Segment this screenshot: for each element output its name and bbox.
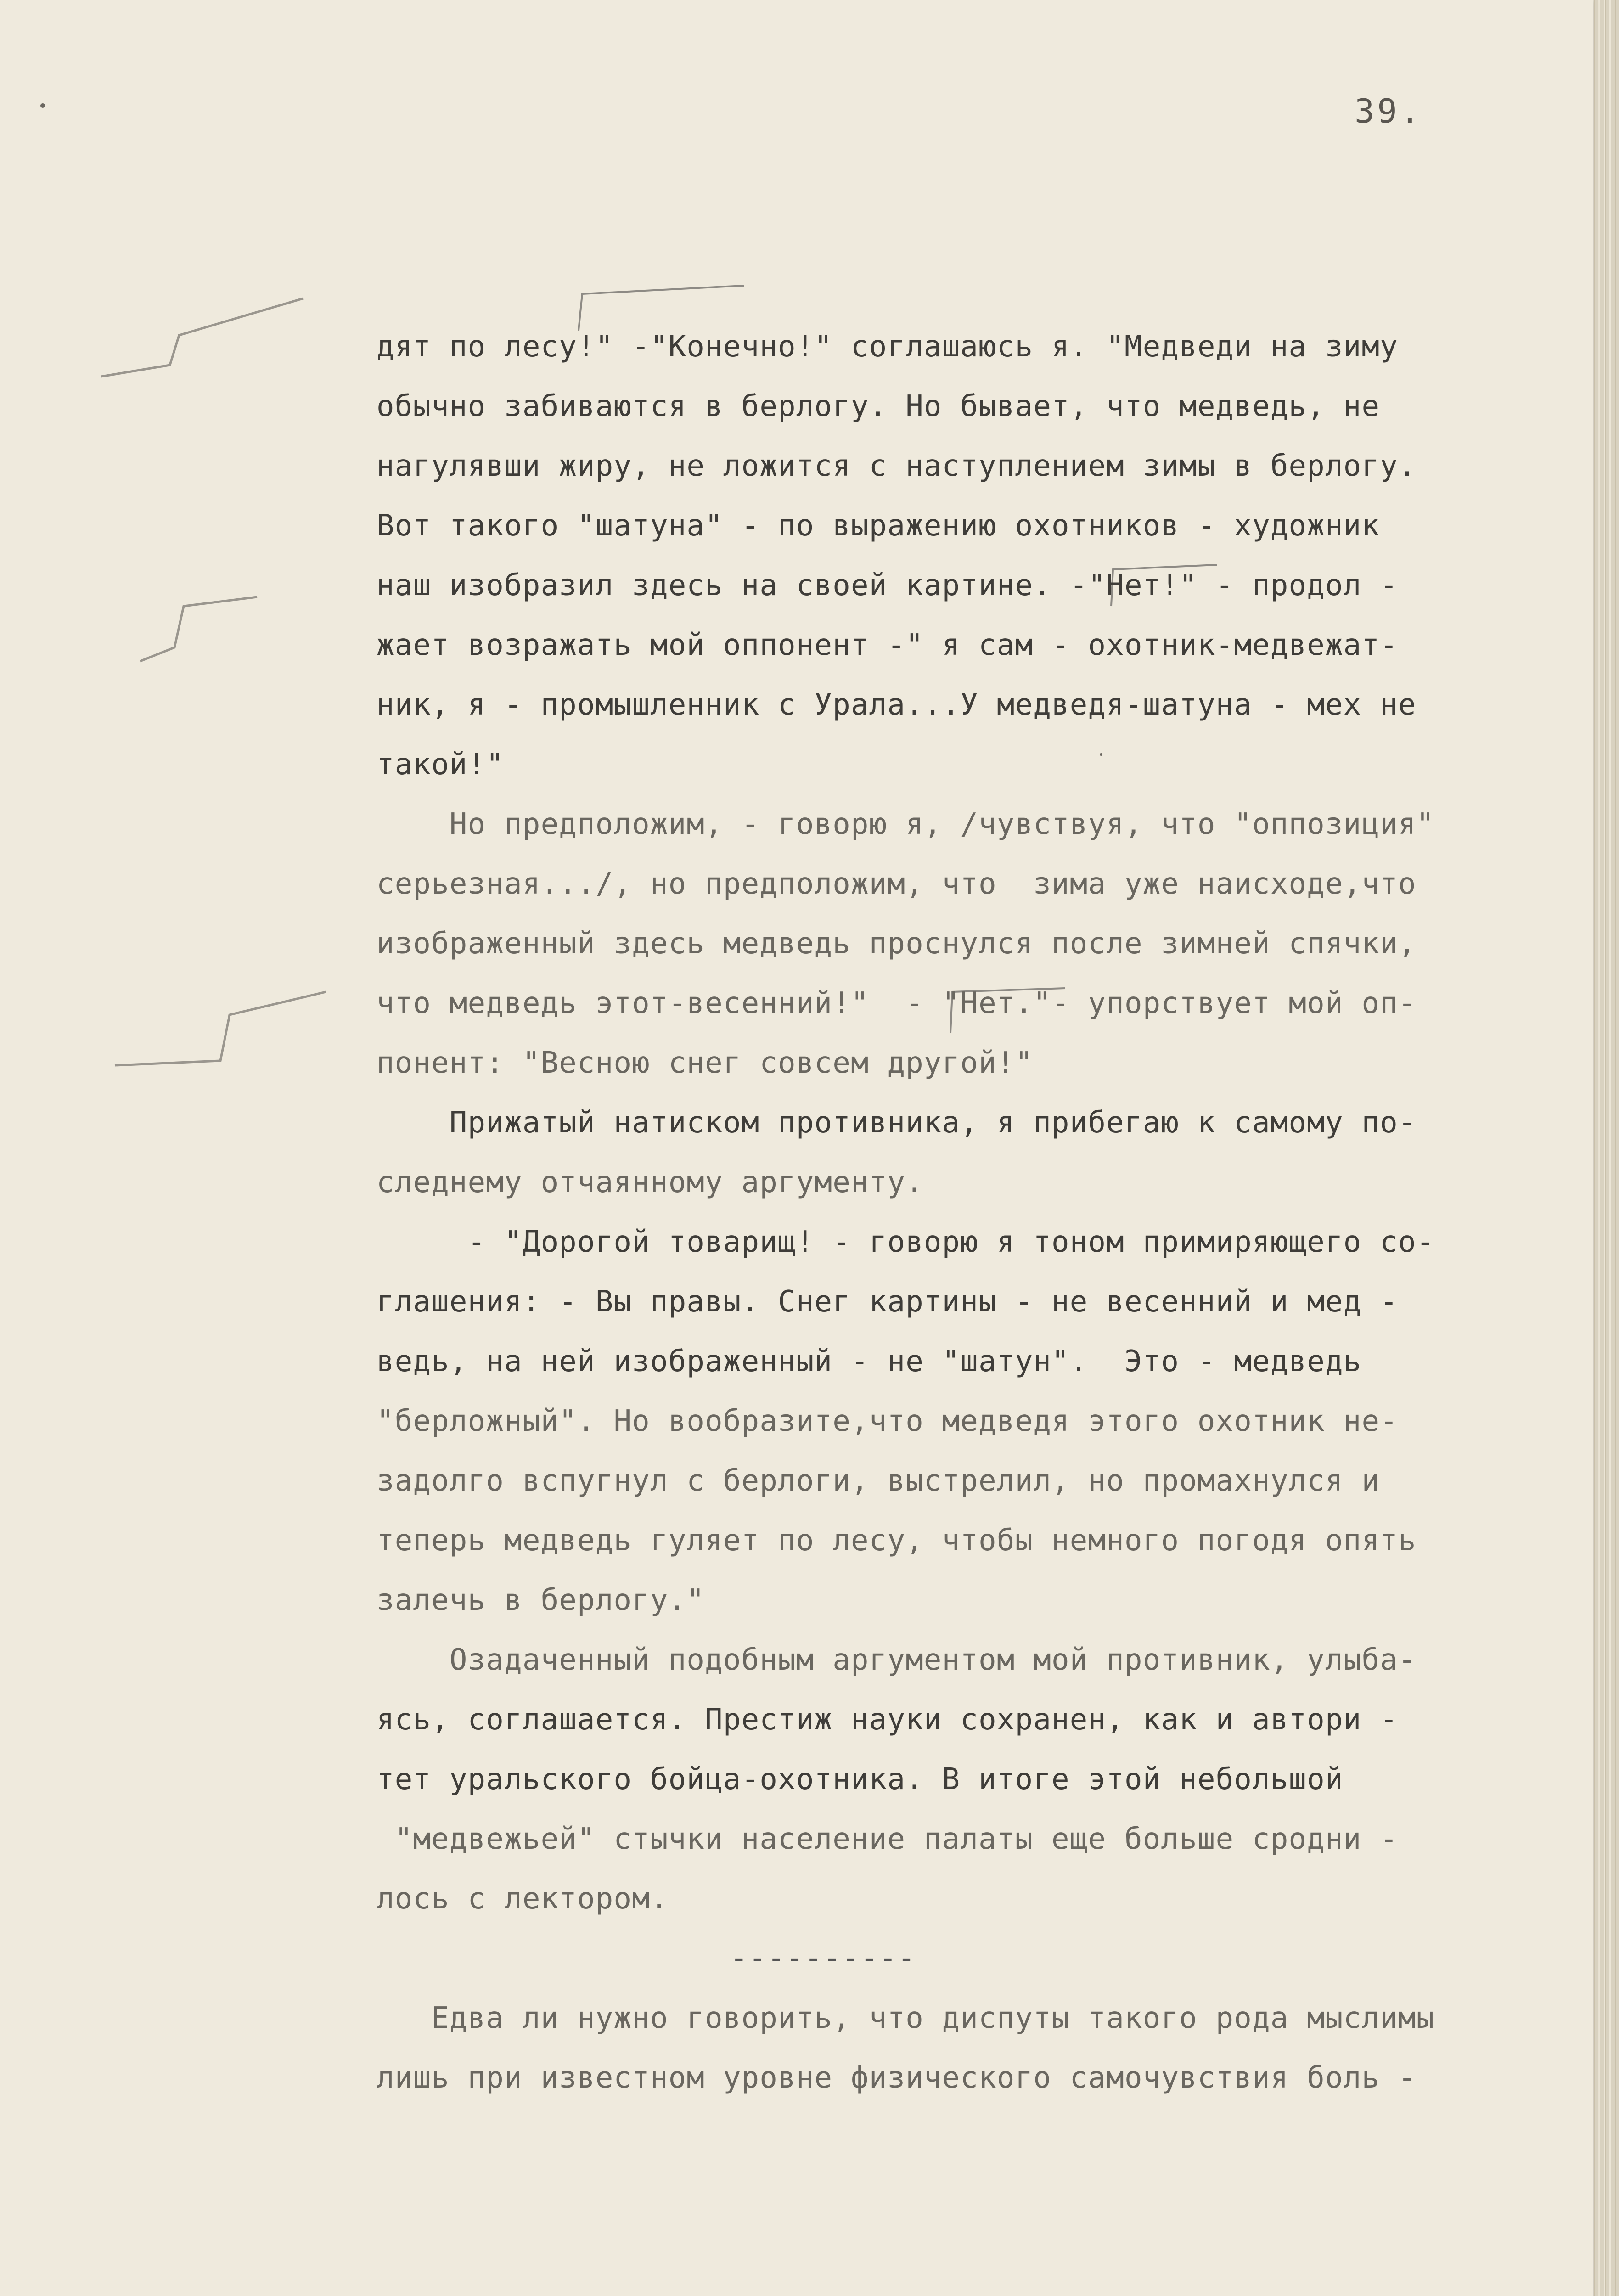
text-line: такой!" xyxy=(377,748,505,782)
text-line: Прижатый натиском противника, я прибегаю к самому по- xyxy=(377,1106,1417,1140)
stacked-page-edge xyxy=(1600,0,1604,2296)
text-line: "медвежьей" стычки население палаты еще больше сродни - xyxy=(377,1822,1398,1856)
stacked-page-edge xyxy=(1611,0,1615,2296)
text-line: нагулявши жиру, не ложится с наступлением зимы в берлогу. xyxy=(377,449,1417,483)
section-divider: ---------- xyxy=(730,1941,916,1975)
margin-pencil-mark-3 xyxy=(106,987,344,1079)
text-line: лишь при известном уровне физического самочувствия боль - xyxy=(377,2061,1417,2095)
text-line: дят по лесу!" -"Конечно!" соглашаюсь я. "Медведи на зиму xyxy=(377,330,1398,364)
text-line: глашения: - Вы правы. Снег картины - не весенний и мед - xyxy=(377,1285,1398,1319)
text-line: "берложный". Но вообразите,что медведя этого охотник не- xyxy=(377,1404,1398,1438)
text-line: серьезная.../, но предположим, что зима уже наисходе,что xyxy=(377,867,1417,901)
text-line: наш изобразил здесь на своей картине. -"Нет!" - продол - xyxy=(377,568,1398,602)
text-line: Едва ли нужно говорить, что диспуты такого рода мыслимы xyxy=(377,2001,1435,2035)
stacked-page-edge xyxy=(1594,0,1598,2296)
text-line: тет уральского бойца-охотника. В итоге этой небольшой xyxy=(377,1762,1344,1796)
margin-pencil-mark-1 xyxy=(92,285,308,395)
text-line: Вот такого "шатуна" - по выражению охотников - художник xyxy=(377,509,1380,543)
text-line: - "Дорогой товарищ! - говорю я тоном примиряющего со- xyxy=(377,1225,1435,1259)
text-line: задолго вспугнул с берлоги, выстрелил, но промахнулся и xyxy=(377,1464,1380,1498)
text-line: что медведь этот-весенний!" - "Нет."- упорствует мой оп- xyxy=(377,986,1417,1020)
text-line: Озадаченный подобным аргументом мой противник, улыба- xyxy=(377,1643,1417,1677)
stacked-page-edge xyxy=(1605,0,1609,2296)
stacked-page-edge xyxy=(1615,0,1619,2296)
page-number: 39. xyxy=(1355,92,1423,130)
text-line: понент: "Весною снег совсем другой!" xyxy=(377,1046,1034,1080)
text-line: ведь, на ней изображенный - не "шатун". Это - медведь xyxy=(377,1345,1362,1379)
text-line: лось с лектором. xyxy=(377,1882,669,1916)
text-line: жает возражать мой оппонент -" я сам - охотник-медвежат- xyxy=(377,628,1398,662)
text-line: изображенный здесь медведь проснулся после зимней спячки, xyxy=(377,927,1417,961)
paper-speck xyxy=(40,103,45,108)
margin-pencil-mark-2 xyxy=(133,592,271,670)
text-line: следнему отчаянному аргументу. xyxy=(377,1165,924,1199)
text-line: залечь в берлогу." xyxy=(377,1583,705,1617)
typed-text xyxy=(377,317,1561,2108)
text-line: обычно забиваются в берлогу. Но бывает, что медведь, не xyxy=(377,389,1380,423)
text-line: ясь, соглашается. Престиж науки сохранен, как и автори - xyxy=(377,1703,1398,1737)
text-line: Но предположим, - говорю я, /чувствуя, что "оппозиция" xyxy=(377,807,1435,841)
text-line: теперь медведь гуляет по лесу, чтобы немного погодя опять xyxy=(377,1524,1417,1558)
text-line: ник, я - промышленник с Урала...У медведя-шатуна - мех не xyxy=(377,688,1417,722)
